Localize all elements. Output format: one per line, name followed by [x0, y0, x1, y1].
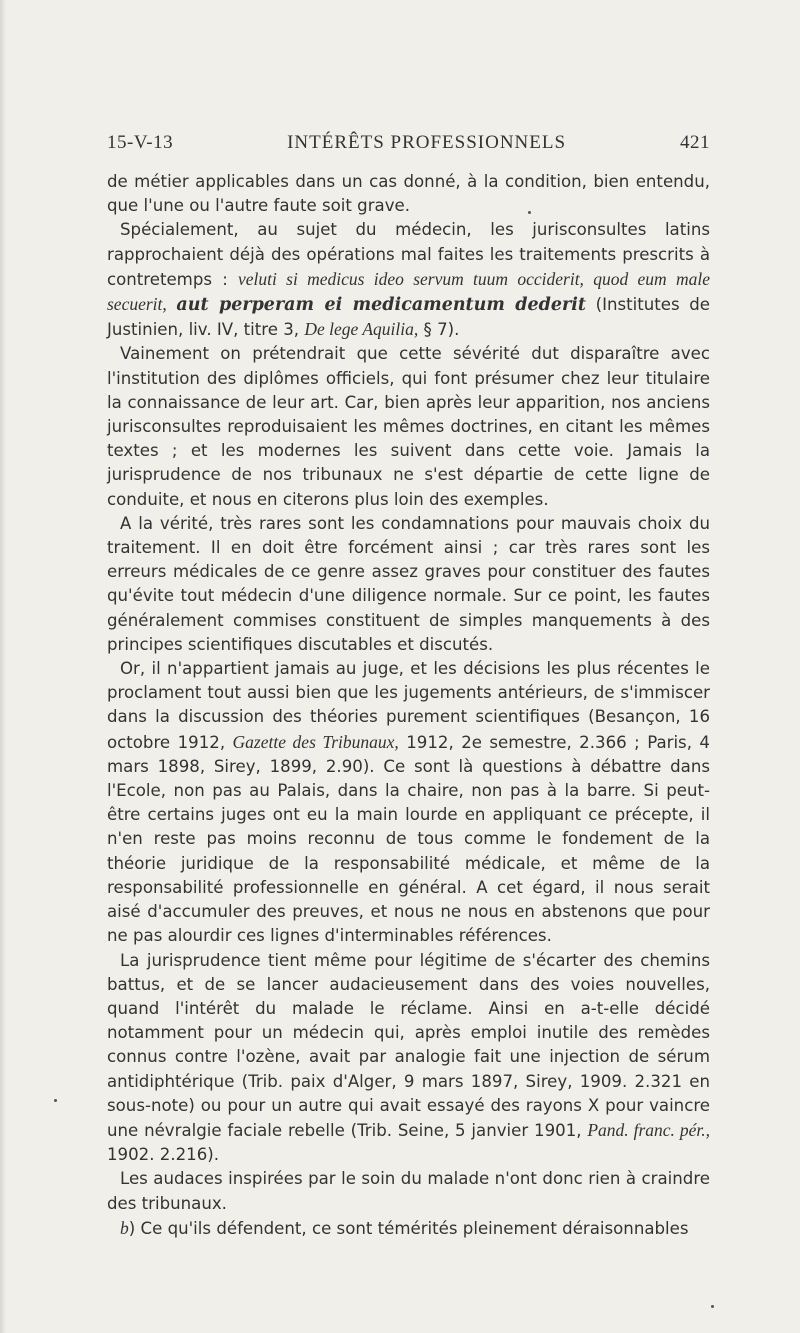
text-segment: De lege Aquilia,: [304, 319, 419, 340]
header-issue-date: 15-V-13: [107, 132, 174, 153]
paragraph: [107, 512, 710, 657]
header-title: INTÉRÊTS PROFESSIONNELS: [287, 132, 567, 153]
body-text: [107, 170, 710, 1241]
text-segment: veluti si medicus ideo servum tuum occiderit, quod eum male secuerit,: [107, 268, 710, 315]
paragraph: [107, 1167, 710, 1215]
text-segment: Vainement on prétendrait que cette sévérité dut disparaître avec l'institution des diplômes officiels, qui font présumer chez leur titulaire la connaissance de leur art. Car, bien après leur apparition, nos anciens jurisconsultes reproduisaient les mêmes doctrines, en citant les mêmes textes ; et les modernes les suivent dans cette voie. Jamais la jurisprudence de nos tribunaux ne s'est départie de cette ligne de conduite, et nous en citerons plus loin des exemples.: [107, 344, 710, 509]
page-number: 421: [679, 132, 710, 153]
text-segment: Or, il n'appartient jamais au juge, et les décisions les plus récentes le proclament tout aussi bien que les jugements antérieurs, de s'immiscer dans la discussion des théories purement scientifiques (Besançon, 16 octobre 1912,: [107, 659, 710, 752]
text-segment: Gazette des Tribunaux,: [232, 731, 399, 752]
text-segment: de métier applicables dans un cas donné, à la condition, bien entendu, que l'une ou l'autre faute soit grave.: [107, 172, 710, 216]
running-header: [107, 132, 710, 154]
paragraph: [107, 657, 710, 948]
paragraph: [107, 342, 710, 511]
print-speck: [528, 211, 531, 214]
text-segment: § 7).: [418, 320, 460, 340]
paragraph: [107, 218, 710, 342]
text-segment: b: [120, 1217, 129, 1238]
text-segment: aut perperam ei medicamentum dederit: [176, 295, 587, 316]
text-segment: ) Ce qu'ils défendent, ce sont témérités pleinement déraisonnables: [128, 1218, 689, 1238]
paragraph: [107, 949, 710, 1168]
text-segment: Les audaces inspirées par le soin du malade n'ont donc rien à craindre des tribunaux.: [107, 1169, 710, 1213]
text-segment: 1912, 2e semestre, 2.366 ; Paris, 4 mars 1898, Sirey, 1899, 2.90). Ce sont là questions à débattre dans l'Ecole, non pas au Palais, dans la chaire, non pas à la barre. Si peut-être certains juges ont eu la main lourde en appliquant ce précepte, il n'en reste pas moins reconnu de tous comme le fondement de la théorie juridique de la responsabilité médicale, et même de la responsabilité professionnelle en général. A cet égard, il nous serait aisé d'accumuler des preuves, et nous ne nous en abstenons que pour ne pas alourdir ces lignes d'interminables références.: [107, 732, 710, 946]
text-segment: A la vérité, très rares sont les condamnations pour mauvais choix du traitement. Il en doit être forcément ainsi ; car très rares sont les erreurs médicales de ce genre assez graves pour constituer des fautes qu'évite tout médecin d'une diligence normale. Sur ce point, les fautes généralement commises constituent de simples manquements à des principes scientifiques discutables et discutés.: [107, 513, 710, 654]
text-segment: 1902. 2.216).: [107, 1145, 220, 1165]
print-speck: [711, 1305, 714, 1308]
paragraph: [107, 170, 710, 218]
text-segment: Spécialement, au sujet du médecin, les jurisconsultes latins rapprochaient déjà des opérations mal faites les traitements prescrits à contretemps :: [107, 220, 710, 289]
text-segment: La jurisprudence tient même pour légitime de s'écarter des chemins battus, et de se lancer audacieusement dans des voies nouvelles, quand l'intérêt du malade le réclame. Ainsi en a-t-elle décidé notamment pour un médecin qui, après emploi inutile des remèdes connus contre l'ozène, avait par analogie fait une injection de sérum antidiphtérique (Trib. paix d'Alger, 9 mars 1897, Sirey, 1909. 2.321 en sous-note) ou pour un autre qui avait essayé des rayons X pour vaincre une névralgie faciale rebelle (Trib. Seine, 5 janvier 1901,: [107, 950, 710, 1140]
text-segment: (Institutes de Justinien, liv. IV, titre 3,: [107, 295, 711, 340]
print-speck: [54, 1099, 57, 1102]
text-segment: Pand. franc. pér.,: [587, 1119, 710, 1140]
page-edge-shadow: [0, 0, 6, 1333]
text-segment: [167, 295, 177, 314]
paragraph: [107, 1216, 710, 1241]
